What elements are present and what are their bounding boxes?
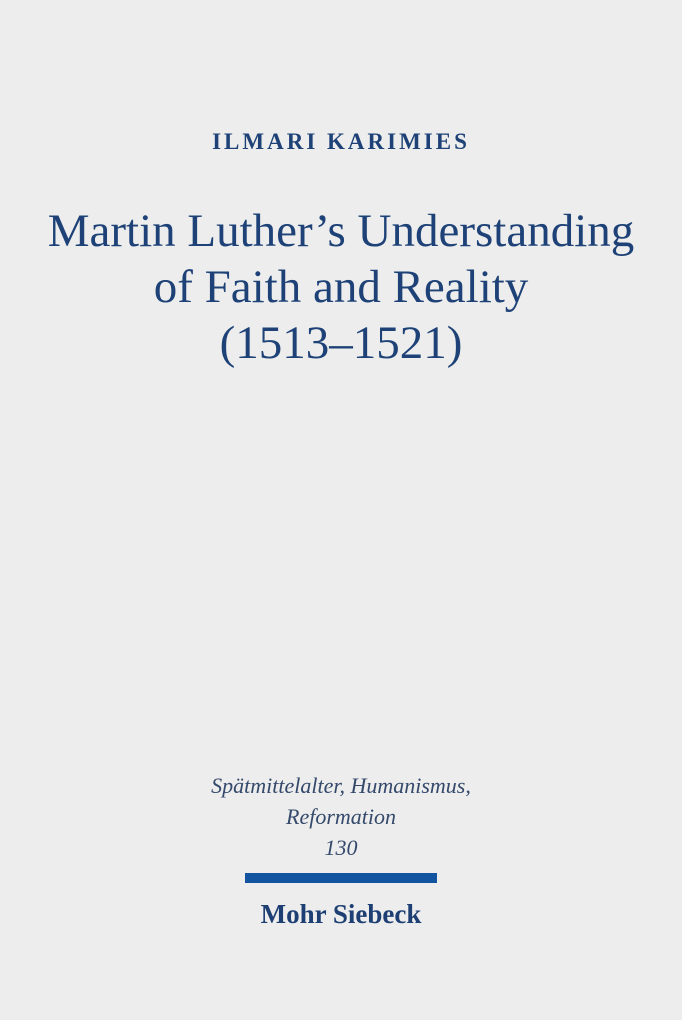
title-line-1: Martin Luther’s Understanding — [47, 205, 635, 257]
series-name-line-2: Reformation — [286, 804, 396, 829]
series-info — [0, 770, 682, 863]
title-line-3: (1513–1521) — [219, 317, 463, 369]
divider-bar — [245, 873, 437, 883]
series-name-line-1: Spätmittelalter, Humanismus, — [211, 773, 471, 798]
author-name: ILMARI KARIMIES — [212, 129, 470, 154]
book-title — [0, 203, 682, 371]
title-line-2: of Faith and Reality — [153, 261, 529, 313]
publisher-name: Mohr Siebeck — [260, 899, 422, 929]
series-volume-number: 130 — [324, 835, 358, 860]
